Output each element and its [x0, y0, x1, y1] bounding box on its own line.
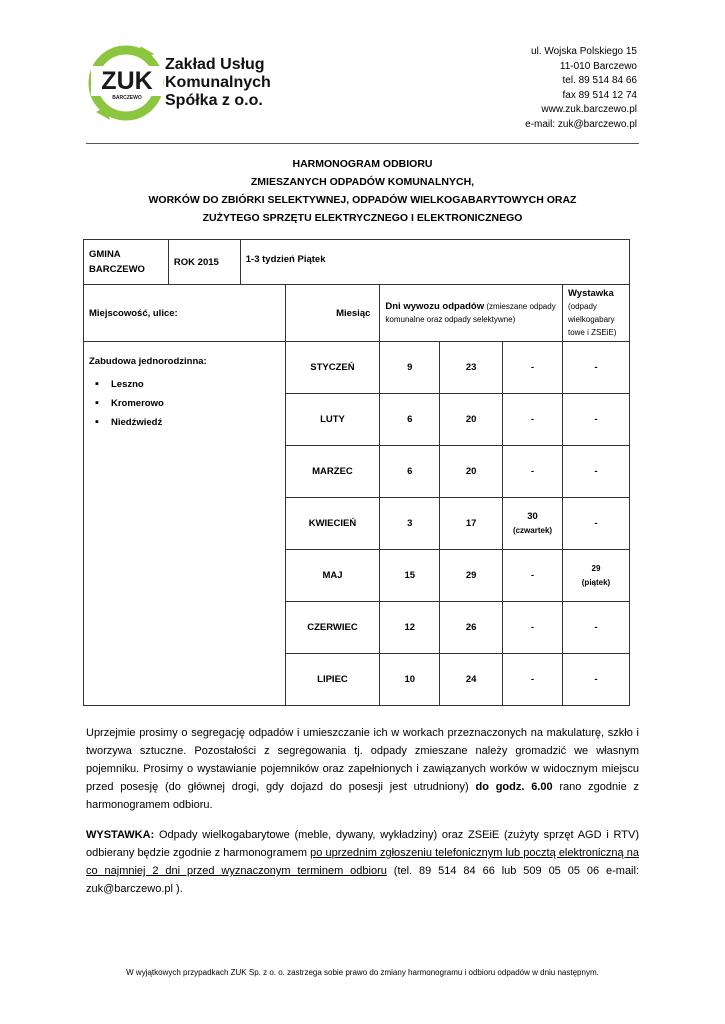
exhibit-note: (piątek)	[581, 577, 611, 587]
logo-line: Komunalnych	[165, 74, 271, 91]
day-note: (czwartek)	[512, 525, 553, 535]
day-value: 30	[527, 510, 538, 522]
day-cell: 24	[440, 654, 503, 706]
day-cell: 23	[440, 342, 503, 394]
day-cell: -	[503, 394, 563, 446]
footer-note: W wyjątkowych przypadkach ZUK Sp. z o. o. zastrzega sobie prawo do zmiany harmonogramu i odbioru odpadów w dniu następnym.	[126, 968, 599, 977]
exhibit-cell	[562, 550, 629, 602]
logo-line: Spółka z o.o.	[165, 92, 263, 109]
gmina-value: BARCZEWO	[89, 264, 145, 275]
exhibit-label: WYSTAWKA:	[86, 829, 155, 841]
month-cell: MARZEC	[285, 446, 380, 498]
exhibit-cell: -	[562, 342, 629, 394]
contact-phone: tel. 89 514 84 66	[562, 75, 637, 87]
contact-city: 11-010 Barczewo	[559, 60, 637, 72]
col-places-header: Miejscowość, ulice:	[84, 285, 286, 342]
gmina-label: GMINA	[89, 249, 121, 260]
contact-email[interactable]: e-mail: zuk@barczewo.pl	[525, 118, 637, 130]
schedule-table	[83, 239, 630, 706]
day-cell: 20	[440, 446, 503, 498]
tydzien-cell: 1-3 tydzień Piątek	[240, 240, 629, 285]
logo-company-name	[165, 56, 271, 110]
month-cell: MAJ	[285, 550, 380, 602]
title-line: HARMONOGRAM ODBIORU	[292, 158, 433, 170]
title-line: ZMIESZANYCH ODPADÓW KOMUNALNYCH,	[250, 176, 475, 188]
col-exhibit-title: Wystawka	[567, 288, 614, 299]
para-bold: do godz. 6.00	[475, 781, 553, 793]
day-cell: -	[503, 342, 563, 394]
day-cell: 20	[440, 394, 503, 446]
exhibit-cell: -	[562, 654, 629, 706]
list-item: ▪ Kromerowo	[111, 398, 280, 409]
day-cell: -	[503, 446, 563, 498]
exhibit-cell: -	[562, 602, 629, 654]
col-exhibit-header	[562, 285, 629, 342]
col-exhibit-note: (odpady wielkogabary towe i ZSEiE)	[567, 302, 617, 337]
title-line: WORKÓW DO ZBIÓRKI SELEKTYWNEJ, ODPADÓW WIELKOGABARYTOWYCH ORAZ	[148, 194, 577, 206]
day-cell: 6	[380, 394, 440, 446]
month-cell: LUTY	[285, 394, 380, 446]
day-cell: 26	[440, 602, 503, 654]
day-cell: -	[503, 654, 563, 706]
logo-line: Zakład Usług	[165, 56, 265, 73]
contact-website[interactable]: www.zuk.barczewo.pl	[541, 104, 637, 116]
list-item: ▪ Leszno	[111, 379, 280, 390]
day-cell	[503, 498, 563, 550]
places-cell	[84, 342, 286, 706]
exhibit-cell: -	[562, 394, 629, 446]
day-cell: 3	[380, 498, 440, 550]
para-underlined: po uprzednim zgłoszeniu telefonicznym lub pocztą elektroniczną na co najmniej 2 dni przed wyznaczonym terminem odbioru	[86, 847, 639, 877]
col-days-note: (zmieszane odpady komunalne oraz odpady selektywne)	[385, 302, 556, 324]
zabudowa-label: Zabudowa jednorodzinna:	[89, 356, 207, 367]
list-item: ▪ Niedźwiedź	[111, 417, 280, 428]
exhibit-cell: -	[562, 498, 629, 550]
month-cell: STYCZEŃ	[285, 342, 380, 394]
table-row	[84, 342, 630, 394]
day-cell: 12	[380, 602, 440, 654]
segregation-paragraph	[86, 724, 639, 814]
month-cell: LIPIEC	[285, 654, 380, 706]
para-tail: rano zgodnie z harmonogramem odbioru.	[86, 781, 639, 811]
col-days-header	[380, 285, 563, 342]
logo-sub: BARCZEWO	[112, 95, 142, 101]
day-cell: 15	[380, 550, 440, 602]
day-cell: -	[503, 550, 563, 602]
col-month-header: Miesiąc	[285, 285, 380, 342]
day-cell: 9	[380, 342, 440, 394]
contact-fax: fax 89 514 12 74	[562, 89, 637, 101]
exhibit-value: 29	[591, 563, 601, 573]
day-cell: 6	[380, 446, 440, 498]
day-cell: 10	[380, 654, 440, 706]
title-line: ZUŻYTEGO SPRZĘTU ELEKTRYCZNEGO I ELEKTRONICZNEGO	[202, 212, 523, 224]
para-tail: (tel. 89 514 84 66 lub 509 05 05 06 e-mail: zuk@barczewo.pl ).	[86, 865, 639, 895]
header-divider	[86, 143, 639, 144]
gmina-cell	[84, 240, 169, 285]
places-list	[89, 379, 280, 428]
logo-mark: ZUK	[101, 67, 153, 95]
col-days-title: Dni wywozu odpadów	[385, 301, 485, 312]
contact-block	[525, 45, 637, 133]
para-text: Uprzejmie prosimy o segregację odpadów i umieszczanie ich w workach przeznaczonych na makulaturę, szkło i tworzywa sztuczne. Pozostałości z segregowania tj. odpady zmieszane należy gromadzić we własnym pojemniku. Prosimy o wystawianie pojemników oraz zapełnionych i zawiązanych worków w widocznym miejscu przed posesję (do głównej drogi, gdy dojazd do posesji jest utrudniony)	[86, 727, 639, 793]
rok-cell: ROK 2015	[168, 240, 240, 285]
contact-address: ul. Wojska Polskiego 15	[531, 46, 637, 57]
document-title	[86, 155, 639, 227]
month-cell: CZERWIEC	[285, 602, 380, 654]
exhibit-cell: -	[562, 446, 629, 498]
day-cell: -	[503, 602, 563, 654]
month-cell: KWIECIEŃ	[285, 498, 380, 550]
day-cell: 17	[440, 498, 503, 550]
para-text: Odpady wielkogabarytowe (meble, dywany, wykładziny) oraz ZSEiE (zużyty sprzęt AGD i RTV) odbierany będzie zgodnie z harmonogramem	[86, 829, 639, 859]
day-cell: 29	[440, 550, 503, 602]
table-header-row	[84, 240, 630, 285]
exhibit-paragraph	[86, 826, 639, 898]
table-header-row	[84, 285, 630, 342]
